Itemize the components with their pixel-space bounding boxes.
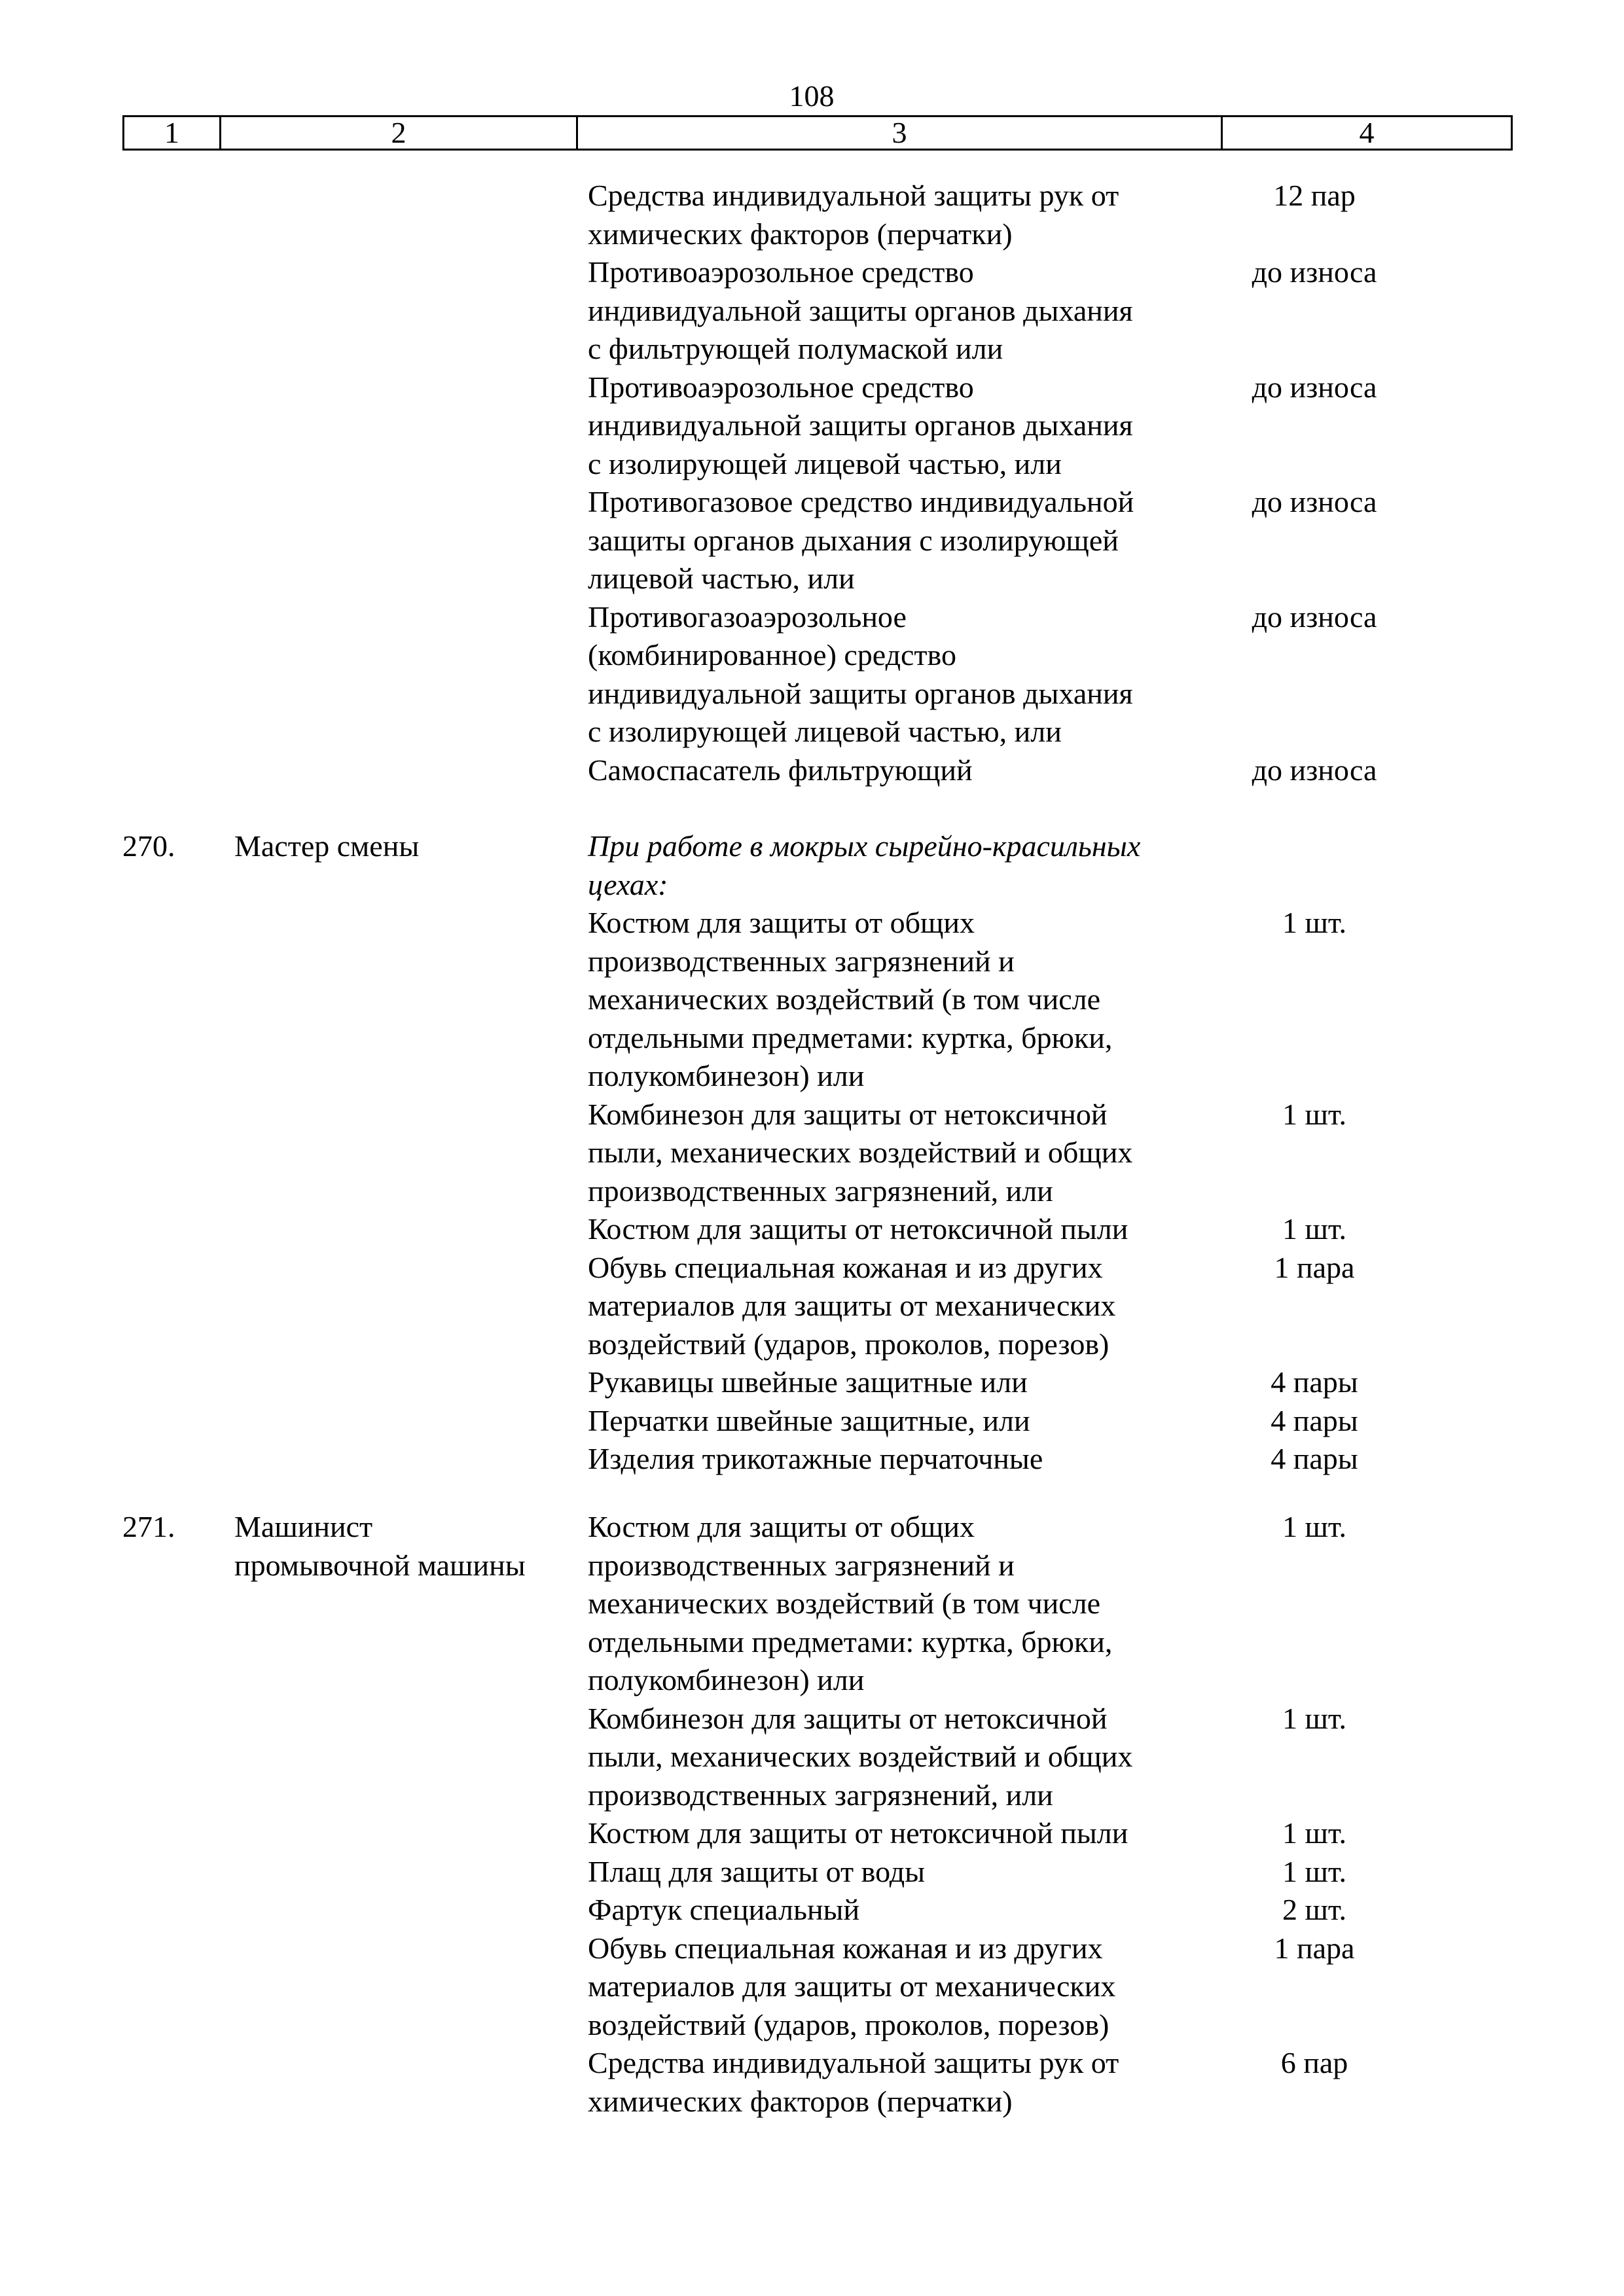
item-name: Противоаэрозольное средство индивидуальной защиты органов дыхания с изолирующей лицевой частью, или xyxy=(588,370,1133,480)
entry-number: 271. xyxy=(122,1510,175,1543)
item-name: Костюм для защиты от общих производственных загрязнений и механических воздействий (в том числе отдельными предметами: куртка, брюки, полукомбинезон) или xyxy=(588,1510,1113,1696)
list-item xyxy=(588,2044,1413,2121)
column-header-1: 1 xyxy=(124,117,221,150)
list-item xyxy=(588,253,1413,368)
column-header-row xyxy=(124,117,1512,150)
list-item xyxy=(588,368,1413,484)
list-item xyxy=(588,177,1413,253)
item-name: Самоспасатель фильтрующий xyxy=(588,753,973,787)
column-header-2: 2 xyxy=(221,117,577,150)
item-name: Фартук специальный xyxy=(588,1893,860,1926)
item-quantity: 4 пары xyxy=(1271,1403,1358,1437)
list-item xyxy=(588,483,1413,598)
item-name: Средства индивидуальной защиты рук от химических факторов (перчатки) xyxy=(588,2046,1119,2118)
item-name: Противогазовое средство индивидуальной защиты органов дыхания с изолирующей лицевой частью, или xyxy=(588,485,1134,595)
list-item xyxy=(588,1700,1413,1815)
item-name: Плащ для защиты от воды xyxy=(588,1854,926,1888)
item-quantity: до износа xyxy=(1252,600,1377,634)
item-name: Противогазоаэрозольное (комбинированное) средство индивидуальной защиты органов дыхания с изолирующей лицевой частью, или xyxy=(588,600,1133,748)
item-name: Костюм для защиты от нетоксичной пыли xyxy=(588,1816,1128,1850)
item-quantity: 1 шт. xyxy=(1282,1097,1347,1131)
item-quantity: 4 пары xyxy=(1271,1365,1358,1399)
column-header-3: 3 xyxy=(577,117,1222,150)
item-quantity: 1 пара xyxy=(1274,1931,1355,1965)
column-header-4: 4 xyxy=(1222,117,1512,150)
entry-position: Мастер смены xyxy=(234,829,420,863)
item-quantity: до износа xyxy=(1252,753,1377,787)
item-name: Изделия трикотажные перчаточные xyxy=(588,1442,1043,1475)
list-item xyxy=(588,1440,1413,1479)
list-item xyxy=(588,1402,1413,1441)
item-quantity: 1 шт. xyxy=(1282,1854,1347,1888)
item-quantity: 4 пары xyxy=(1271,1442,1358,1475)
item-quantity: до износа xyxy=(1252,255,1377,289)
item-name: Рукавицы швейные защитные или xyxy=(588,1365,1028,1399)
item-quantity: 1 шт. xyxy=(1282,1510,1347,1543)
item-quantity: 1 шт. xyxy=(1282,906,1347,939)
list-item xyxy=(588,1929,1413,2045)
entry-items xyxy=(588,1508,1413,2121)
list-item xyxy=(588,904,1413,1096)
entry-position: Машинист промывочной машины xyxy=(234,1510,526,1582)
item-name: Комбинезон для защиты от нетоксичной пыли, механических воздействий и общих производственных загрязнений, или xyxy=(588,1097,1133,1208)
item-quantity: 12 пар xyxy=(1273,179,1356,212)
item-name: Обувь специальная кожаная и из других материалов для защиты от механических воздействий (ударов, проколов, порезов) xyxy=(588,1250,1116,1361)
item-quantity: 1 пара xyxy=(1274,1250,1355,1284)
entry-items xyxy=(588,827,1413,1479)
item-name: Перчатки швейные защитные, или xyxy=(588,1403,1030,1437)
page-number: 108 xyxy=(789,79,835,113)
item-name: Противоаэрозольное средство индивидуальной защиты органов дыхания с фильтрующей полумаской или xyxy=(588,255,1133,365)
column-header-table xyxy=(122,115,1513,151)
list-item xyxy=(588,1249,1413,1364)
work-condition: При работе в мокрых сырейно-красильных цехах: xyxy=(588,829,1141,901)
item-name: Костюм для защиты от нетоксичной пыли xyxy=(588,1212,1128,1246)
item-quantity: до износа xyxy=(1252,370,1377,404)
item-quantity: 1 шт. xyxy=(1282,1212,1347,1246)
list-item xyxy=(588,1814,1413,1853)
item-quantity: 2 шт. xyxy=(1282,1893,1347,1926)
item-quantity: до износа xyxy=(1252,485,1377,518)
list-item xyxy=(588,598,1413,751)
item-name: Костюм для защиты от общих производственных загрязнений и механических воздействий (в том числе отдельными предметами: куртка, брюки, полукомбинезон) или xyxy=(588,906,1113,1092)
item-name: Комбинезон для защиты от нетоксичной пыли, механических воздействий и общих производственных загрязнений, или xyxy=(588,1701,1133,1812)
list-item xyxy=(588,1363,1413,1402)
entry-number: 270. xyxy=(122,829,175,863)
list-item xyxy=(588,1210,1413,1249)
item-quantity: 6 пар xyxy=(1280,2046,1348,2079)
list-item xyxy=(588,751,1413,790)
continuation-items xyxy=(588,177,1413,789)
item-quantity: 1 шт. xyxy=(1282,1816,1347,1850)
item-name: Обувь специальная кожаная и из других материалов для защиты от механических воздействий (ударов, проколов, порезов) xyxy=(588,1931,1116,2041)
list-item xyxy=(588,1096,1413,1211)
item-quantity: 1 шт. xyxy=(1282,1701,1347,1735)
list-item xyxy=(588,1891,1413,1929)
list-item xyxy=(588,1853,1413,1892)
list-item xyxy=(588,1508,1413,1700)
item-name: Средства индивидуальной защиты рук от химических факторов (перчатки) xyxy=(588,179,1119,251)
